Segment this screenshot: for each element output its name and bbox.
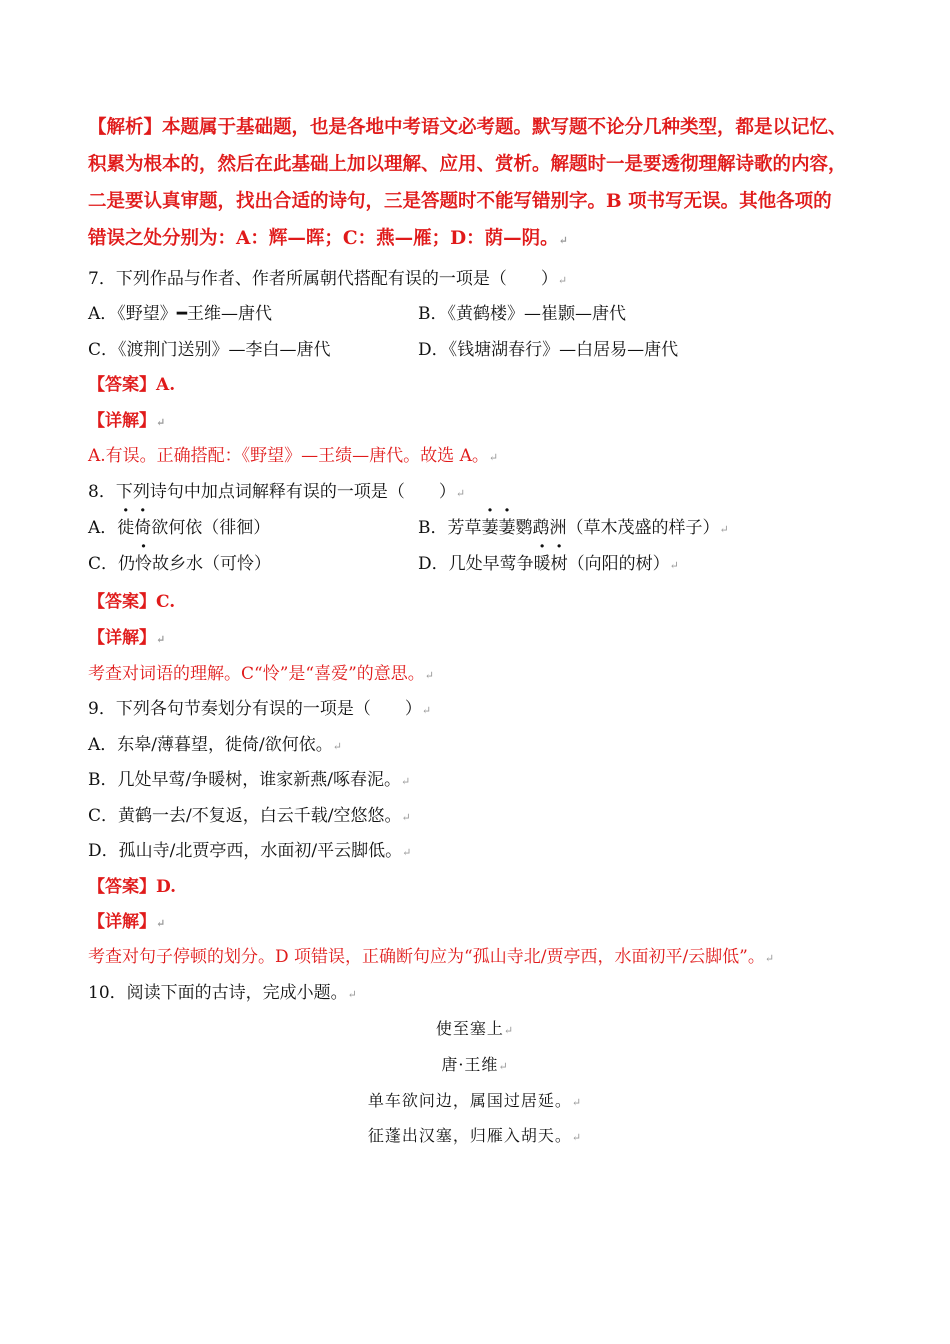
dotted-char: 暖	[533, 554, 551, 574]
q8-detail-label: 【详解】↵	[88, 628, 166, 648]
analysis-line-1: 【解析】本题属于基础题，也是各地中考语文必考题。默写题不论分几种类型，都是以记忆、	[88, 117, 847, 138]
q8-stem: 8．下列诗句中加点词解释有误的一项是（ ）↵	[88, 482, 466, 502]
q8-option-a: A．徙倚欲何依（徘徊）	[88, 518, 271, 538]
dotted-char: 萋	[498, 518, 516, 538]
dotted-char: 倚	[134, 518, 152, 538]
q9-detail-label: 【详解】↵	[88, 912, 166, 932]
q9-option-c: C．黄鹤一去/不复返，白云千载/空悠悠。↵	[88, 806, 411, 826]
q8-option-d: D．几处早莺争暖树（向阳的树）↵	[418, 554, 679, 574]
dotted-char: 怜	[135, 554, 153, 574]
dotted-char: 徙	[117, 518, 135, 538]
q9-detail: 考查对句子停顿的划分。D 项错误，正确断句应为“孤山寺北/贾亭西，水面初平/云脚低”。↵	[88, 947, 775, 967]
poem-author: 唐·王维↵	[441, 1055, 509, 1074]
q9-answer: 【答案】D.	[88, 877, 177, 897]
q9-option-d: D．孤山寺/北贾亭西，水面初/平云脚低。↵	[88, 841, 412, 861]
q9-option-a: A．东皋/薄暮望，徙倚/欲何依。↵	[88, 735, 342, 755]
analysis-line-3: 二是要认真审题，找出合适的诗句，三是答题时不能写错别字。B 项书写无误。其他各项的	[88, 191, 832, 212]
dotted-char: 树	[550, 554, 568, 574]
q7-option-d: D．《钱塘湖春行》—白居易—唐代	[418, 340, 679, 360]
poem-line-1: 单车欲问边，属国过居延。↵	[367, 1091, 583, 1110]
q7-option-a: A．《野望》━王维—唐代	[88, 304, 273, 324]
poem-title: 使至塞上↵	[435, 1019, 515, 1038]
q7-detail-label: 【详解】↵	[88, 411, 166, 431]
q8-option-b: B．芳草萋萋鹦鹉洲（草木茂盛的样子）↵	[418, 518, 729, 538]
q7-option-b: B．《黄鹤楼》—崔颢—唐代	[418, 304, 626, 324]
dotted-char: 萋	[481, 518, 499, 538]
analysis-line-2: 积累为根本的，然后在此基础上加以理解、应用、赏析。解题时一是要透彻理解诗歌的内容，	[88, 154, 847, 175]
q9-option-b: B．几处早莺/争暖树，谁家新燕/啄春泥。↵	[88, 770, 411, 790]
q8-option-c: C．仍怜故乡水（可怜）	[88, 554, 272, 574]
q9-stem: 9．下列各句节奏划分有误的一项是（ ）↵	[88, 699, 432, 719]
q10-stem: 10．阅读下面的古诗，完成小题。↵	[88, 983, 357, 1003]
poem-line-2: 征蓬出汉塞，归雁入胡天。↵	[367, 1126, 583, 1145]
q8-answer: 【答案】C.	[88, 592, 176, 612]
q7-answer: 【答案】A.	[88, 375, 176, 395]
q8-detail: 考查对词语的理解。C“怜”是“喜爱”的意思。↵	[88, 664, 434, 684]
analysis-block	[88, 109, 864, 259]
q7-stem: 7．下列作品与作者、作者所属朝代搭配有误的一项是（ ）↵	[88, 269, 568, 289]
analysis-line-4: 错误之处分别为：A：辉—晖；C：燕—雁；D：荫—阴。↵	[88, 228, 568, 249]
q7-option-c: C．《渡荆门送别》—李白—唐代	[88, 340, 331, 360]
q7-detail: A.有误。正确搭配：《野望》—王绩—唐代。故选 A。↵	[88, 446, 499, 466]
